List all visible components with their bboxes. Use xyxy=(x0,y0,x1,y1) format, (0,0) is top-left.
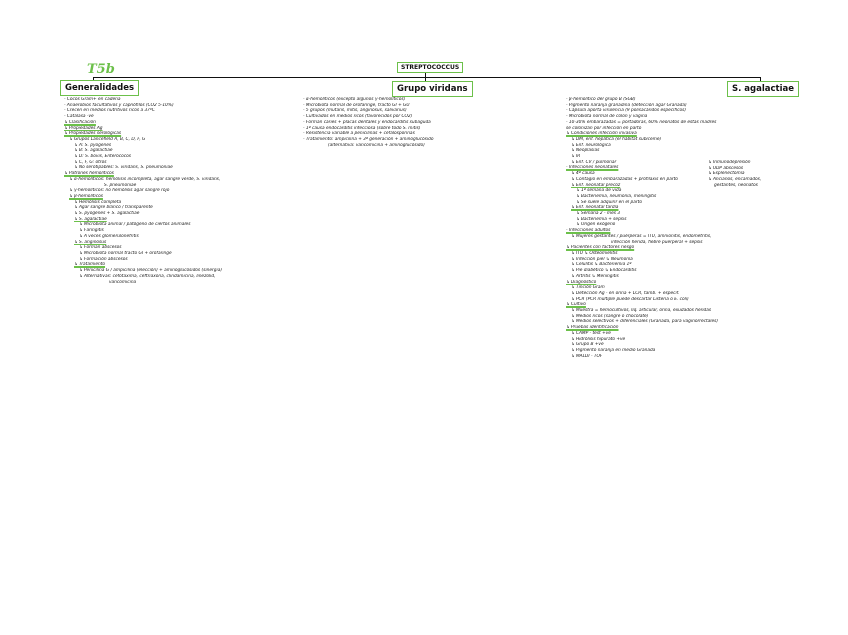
generalidades-line: ↳ S. anginosus xyxy=(74,239,107,245)
agalactiae-line: - 10-30% embarazadas = portadoras, 60% neonatos de estas madres xyxy=(566,119,717,125)
agalactiae-line: ↳ Bacteriemia + sepsis xyxy=(576,216,627,222)
agalactiae-line: ↳ Mujeres gestantes / puérperas = ITU, amnionitis, endometritis, xyxy=(571,233,712,239)
agalactiae-line: ↳ Se suele adquirir en el parto xyxy=(576,199,642,205)
viridans-line: - Cultivados en medios ricos (favorecidos por CO2) xyxy=(303,114,413,120)
agalactiae-line: ↳ Pruebas identificación xyxy=(566,325,619,331)
generalidades-line: ↳ β-hemolíticos xyxy=(69,193,103,199)
generalidades-line: ↳ Clasificación xyxy=(64,119,96,125)
generalidades-line: ↳ Forman abscesos xyxy=(79,245,122,251)
generalidades-line: ↳ Grupos Lancefield A, B, C, D, F, G xyxy=(69,136,146,142)
agalactiae-line: ↳ Contagio en embarazadas + profilaxis en parto xyxy=(571,176,678,182)
agalactiae-line: ↳ DM, enf. hepática (el hábitat subíceme) xyxy=(571,136,662,142)
generalidades-line: ↳ Hemólisis completa xyxy=(74,199,122,205)
generalidades-line: ↳ γ-hemolíticos: no hemólisis agar sangre rojo xyxy=(69,188,170,194)
agalactiae-line: ↳ Enf. neurológica xyxy=(571,142,611,148)
agalactiae-line: ↳ Infección piel ↳ Neumonía xyxy=(571,256,633,262)
viridans-line: - Resistencia variable a penicilinas + cefalosporinas xyxy=(303,131,415,137)
agalactiae-line: ↳ 1ª semana de vida xyxy=(576,188,622,194)
generalidades-line: ↳ Propiedades Ag xyxy=(64,125,103,131)
heading-agalactiae-label: S. agalactiae xyxy=(732,84,795,94)
agalactiae-line: ↳ Neoplasias xyxy=(571,148,600,154)
generalidades-line: ↳ Patrones hemolíticos xyxy=(64,171,114,177)
title-box xyxy=(397,62,463,73)
agalactiae-line: ↳ Celulitis ↳ Bacteriemia 1ª xyxy=(571,262,632,268)
agalactiae-line: ↳ Pigmento naranja en medio Granada xyxy=(571,347,656,353)
viridans-line: - 1ª causa endocarditis infecciosa (sobre todo S. mitis) xyxy=(303,125,421,131)
viridans-line: - Tratamiento: ampicilina + 3ª generación + aminoglucósido xyxy=(303,136,434,142)
agalactiae-line: - Cápsula aporta virulencia (9 polisacáridos específicos) xyxy=(566,108,687,114)
agalactiae-side-line: ↳ UDP abscesos xyxy=(708,165,744,171)
agalactiae-side-line: ↳ Esplenectomía xyxy=(708,171,745,177)
generalidades-line: ↳ D: S. bovis, Enterococos xyxy=(74,154,131,160)
generalidades-line: ↳ B: S. agalactiae xyxy=(74,148,113,154)
agalactiae-line: ↳ Condiciones infección invasiva xyxy=(566,131,637,137)
generalidades-line: ↳ Formación abscesos xyxy=(79,256,128,262)
viridans-line: - 5 grupos (mutans, mitis, anginosus, salivarius) xyxy=(303,108,407,114)
agalactiae-line: ↳ Origen exógeno xyxy=(576,222,616,228)
agalactiae-line: ↳ Pie diabético ↳ Endocarditis xyxy=(571,268,637,274)
agalactiae-line: - Microbiota normal de colon y vagina xyxy=(566,114,648,120)
generalidades-line: ↳ C, F, G: otros xyxy=(74,159,107,165)
agalactiae-line: ↳ Hidrólisis hipurato +ve xyxy=(571,336,626,342)
generalidades-line: ↳ A veces glomerulonefritis xyxy=(79,233,139,239)
generalidades-line: ↳ Propiedades serológicas xyxy=(64,131,122,137)
generalidades-line: ↳ S. pyogenes + S. agalactiae xyxy=(74,211,140,217)
agalactiae-line: ↳ Tinción Gram xyxy=(571,285,605,291)
generalidades-line: ↳ Agar sangre blanco / transparente xyxy=(74,205,153,211)
agalactiae-line: - β-hemolítico del grupo B (SGB) xyxy=(566,97,636,102)
agalactiae-line: ↳ 4ª causa xyxy=(571,171,595,177)
heading-viridans-label: Grupo viridans xyxy=(397,84,468,94)
agalactiae-line: ↳ Detección Ag - en orina + LCR, tamb. + especif. xyxy=(571,290,680,296)
generalidades-line: S. pneumoniae xyxy=(104,182,137,188)
generalidades-line: ↳ Microbiota animal / patógeno de ciertos animales xyxy=(79,222,191,228)
heading-generalidades xyxy=(60,80,139,96)
agalactiae-side-line: ↳ Ancianos, encamados, xyxy=(708,177,762,183)
generalidades-line: - Crecen en medios nutritivos ricos a 37ºC xyxy=(64,108,155,114)
viridans-line: - Forman caries + placas dentales y endocarditis subaguda xyxy=(303,119,431,125)
heading-generalidades-label: Generalidades xyxy=(65,83,135,93)
branch-line xyxy=(93,77,760,78)
agalactiae-line: se colonizan por infección en parto xyxy=(566,125,642,131)
heading-viridans xyxy=(392,81,473,97)
generalidades-line: ↳ Microbiota normal tracto GI + orofaringe xyxy=(79,250,172,256)
viridans-line: - Microbiota normal de orofaringe, tracto GI + GU xyxy=(303,102,410,108)
generalidades-line: - Anaerobios facultativos y capnófilos (CO2 5-10%) xyxy=(64,102,174,108)
agalactiae-line: ↳ Pacientes con factores riesgo xyxy=(566,245,635,251)
generalidades-line: ↳ A: S. pyogenes xyxy=(74,142,112,148)
generalidades-line: ↳ S. agalactiae xyxy=(74,216,107,222)
page-number: T5b xyxy=(87,62,115,77)
column-viridans xyxy=(303,97,553,177)
agalactiae-line: ↳ Enf. neonatal tardía xyxy=(571,205,619,211)
agalactiae-line: - Pigmento naranja granadina (detección agar Granada) xyxy=(566,102,687,108)
agalactiae-line: ↳ CAMP - test +ve xyxy=(571,330,611,336)
viridans-line: - α-hemolíticos (excepto algunos γ-hemolíticos) xyxy=(303,97,406,102)
agalactiae-line: ↳ IR xyxy=(571,154,581,160)
agalactiae-line: - Infecciones adultos xyxy=(566,228,611,234)
agalactiae-line: ↳ Semana 2 - mes 3 xyxy=(576,211,621,217)
generalidades-line: - Cocos Gram+ en cadena xyxy=(64,97,121,102)
agalactiae-line: ↳ Enf. CV / pulmonar xyxy=(571,159,617,165)
generalidades-line: ↳ Penicilina G / ampicilina (elección) + aminoglucósidos (sinergia) xyxy=(79,268,223,274)
agalactiae-side-line: ↳ Inmunodepresión xyxy=(708,160,751,165)
column-agalactiae-side xyxy=(708,160,808,200)
agalactiae-line: - Infecciones neonatales xyxy=(566,165,619,171)
generalidades-line: - Catalasa -ve xyxy=(64,114,94,120)
agalactiae-line: ↳ Medios selectivos + diferenciales (Granada, para vaginorrectales) xyxy=(571,319,719,325)
agalactiae-side-line: gestantes, neonatos xyxy=(714,182,758,188)
agalactiae-line: ↳ Cultivo xyxy=(566,302,586,308)
generalidades-line: ↳ Alternativas: cefotaxima, ceftriaxona, clindamicina, linezolid, xyxy=(79,273,216,279)
column-generalidades xyxy=(64,97,304,397)
agalactiae-line: ↳ PCR (PCR múltiple puede descartar Listeria o E. coli) xyxy=(571,296,689,302)
page-title: STREPTOCOCCUS xyxy=(401,64,460,71)
agalactiae-line: ↳ Muestra = hemocultivos, líq. articular, orina, exudados heridas xyxy=(571,308,712,314)
agalactiae-line: ↳ ITU ↳ Osteomielitis xyxy=(571,250,618,256)
viridans-line: (alternativa: vancomicina + aminoglucósido) xyxy=(328,142,425,148)
agalactiae-line: ↳ Bacteriemia, neumonía, meningitis xyxy=(576,193,657,199)
agalactiae-line: ↳ Artritis ↳ Meningitis xyxy=(571,273,619,279)
generalidades-line: ↳ Faringitis xyxy=(79,228,104,234)
generalidades-line: vancomicina xyxy=(109,279,137,285)
agalactiae-line: ↳ Diagnóstico xyxy=(566,279,597,285)
generalidades-line: ↳ No serotipables: S. viridans, S. pneumoniae xyxy=(74,165,173,171)
generalidades-line: ↳ α-hemolíticos: hemólisis incompleta, agar sangre verde, S. viridans, xyxy=(69,176,221,182)
agalactiae-line: ↳ Grupo B +ve xyxy=(571,342,604,348)
generalidades-line: ↳ Tratamiento xyxy=(74,262,106,268)
heading-agalactiae xyxy=(727,81,799,97)
agalactiae-line: ↳ Enf. neonatal precoz xyxy=(571,182,621,188)
agalactiae-line: ↳ MALDI - TOF xyxy=(571,353,603,359)
agalactiae-line: infección herida, fiebre puerperal + sepsis xyxy=(611,239,703,245)
agalactiae-line: ↳ Medios ricos (sangre o chocolate) xyxy=(571,313,649,319)
